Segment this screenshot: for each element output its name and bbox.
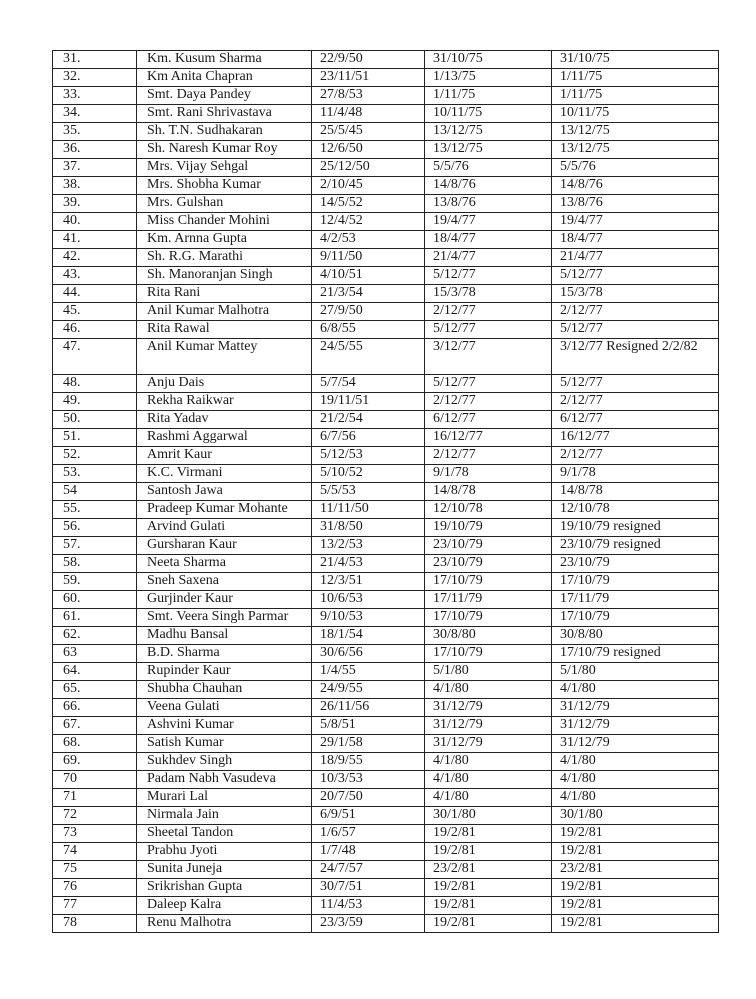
serial-number-cell: 32. [53, 69, 137, 87]
serial-number-cell: 70 [53, 771, 137, 789]
date-remarks-cell: 30/8/80 [552, 627, 719, 645]
table-row [53, 141, 719, 159]
employee-name-cell: Prabhu Jyoti [137, 843, 312, 861]
date-of-joining-cell: 21/4/77 [425, 249, 552, 267]
serial-number-cell: 33. [53, 87, 137, 105]
date-of-birth-cell: 24/7/57 [312, 861, 425, 879]
serial-number-cell: 37. [53, 159, 137, 177]
date-remarks-cell: 31/10/75 [552, 51, 719, 69]
employee-name-cell: Anil Kumar Malhotra [137, 303, 312, 321]
date-remarks-cell: 5/12/77 [552, 375, 719, 393]
employee-name-cell: Km. Arnna Gupta [137, 231, 312, 249]
table-row [53, 699, 719, 717]
date-of-joining-cell: 2/12/77 [425, 303, 552, 321]
date-remarks-cell: 1/11/75 [552, 69, 719, 87]
employee-name-cell: Gursharan Kaur [137, 537, 312, 555]
date-remarks-cell: 17/10/79 resigned [552, 645, 719, 663]
date-of-joining-cell: 19/4/77 [425, 213, 552, 231]
date-remarks-cell: 13/12/75 [552, 141, 719, 159]
date-of-joining-cell: 19/10/79 [425, 519, 552, 537]
date-of-birth-cell: 11/11/50 [312, 501, 425, 519]
date-of-joining-cell: 4/1/80 [425, 753, 552, 771]
employee-name-cell: Padam Nabh Vasudeva [137, 771, 312, 789]
date-remarks-cell: 4/1/80 [552, 789, 719, 807]
date-of-birth-cell: 10/6/53 [312, 591, 425, 609]
serial-number-cell: 78 [53, 915, 137, 933]
date-of-birth-cell: 12/3/51 [312, 573, 425, 591]
table-row [53, 825, 719, 843]
date-of-joining-cell: 18/4/77 [425, 231, 552, 249]
date-remarks-cell: 5/12/77 [552, 321, 719, 339]
date-of-joining-cell: 5/1/80 [425, 663, 552, 681]
table-row [53, 915, 719, 933]
serial-number-cell: 38. [53, 177, 137, 195]
date-of-joining-cell: 6/12/77 [425, 411, 552, 429]
date-of-birth-cell: 1/6/57 [312, 825, 425, 843]
employee-name-cell: Nirmala Jain [137, 807, 312, 825]
serial-number-cell: 47. [53, 339, 137, 375]
date-remarks-cell: 19/2/81 [552, 843, 719, 861]
table-row [53, 213, 719, 231]
date-of-birth-cell: 27/8/53 [312, 87, 425, 105]
date-of-birth-cell: 5/10/52 [312, 465, 425, 483]
date-of-birth-cell: 14/5/52 [312, 195, 425, 213]
date-of-birth-cell: 27/9/50 [312, 303, 425, 321]
serial-number-cell: 49. [53, 393, 137, 411]
date-of-birth-cell: 24/9/55 [312, 681, 425, 699]
table-row [53, 105, 719, 123]
date-of-birth-cell: 9/10/53 [312, 609, 425, 627]
employee-name-cell: Srikrishan Gupta [137, 879, 312, 897]
table-row [53, 501, 719, 519]
date-of-birth-cell: 25/5/45 [312, 123, 425, 141]
date-of-birth-cell: 5/7/54 [312, 375, 425, 393]
date-remarks-cell: 4/1/80 [552, 681, 719, 699]
employee-name-cell: Sh. T.N. Sudhakaran [137, 123, 312, 141]
date-remarks-cell: 19/10/79 resigned [552, 519, 719, 537]
date-of-birth-cell: 10/3/53 [312, 771, 425, 789]
table-row [53, 573, 719, 591]
employee-name-cell: Anju Dais [137, 375, 312, 393]
serial-number-cell: 50. [53, 411, 137, 429]
employee-name-cell: Rita Rawal [137, 321, 312, 339]
date-remarks-cell: 31/12/79 [552, 699, 719, 717]
date-remarks-cell: 9/1/78 [552, 465, 719, 483]
date-of-birth-cell: 5/8/51 [312, 717, 425, 735]
date-of-birth-cell: 21/2/54 [312, 411, 425, 429]
date-of-joining-cell: 15/3/78 [425, 285, 552, 303]
table-row [53, 537, 719, 555]
date-of-birth-cell: 4/10/51 [312, 267, 425, 285]
date-remarks-cell: 4/1/80 [552, 753, 719, 771]
serial-number-cell: 41. [53, 231, 137, 249]
date-of-joining-cell: 10/11/75 [425, 105, 552, 123]
date-of-joining-cell: 5/12/77 [425, 267, 552, 285]
date-of-birth-cell: 6/8/55 [312, 321, 425, 339]
serial-number-cell: 45. [53, 303, 137, 321]
date-of-birth-cell: 20/7/50 [312, 789, 425, 807]
table-row [53, 555, 719, 573]
serial-number-cell: 56. [53, 519, 137, 537]
date-of-birth-cell: 26/11/56 [312, 699, 425, 717]
date-of-joining-cell: 2/12/77 [425, 393, 552, 411]
employee-name-cell: Veena Gulati [137, 699, 312, 717]
date-of-birth-cell: 19/11/51 [312, 393, 425, 411]
date-of-birth-cell: 6/9/51 [312, 807, 425, 825]
table-row [53, 645, 719, 663]
date-remarks-cell: 3/12/77 Resigned 2/2/82 [552, 339, 719, 375]
date-of-joining-cell: 17/11/79 [425, 591, 552, 609]
employee-name-cell: Renu Malhotra [137, 915, 312, 933]
serial-number-cell: 65. [53, 681, 137, 699]
serial-number-cell: 75 [53, 861, 137, 879]
date-of-joining-cell: 4/1/80 [425, 681, 552, 699]
employee-name-cell: Smt. Veera Singh Parmar [137, 609, 312, 627]
table-row [53, 717, 719, 735]
table-row [53, 465, 719, 483]
employee-name-cell: Km. Kusum Sharma [137, 51, 312, 69]
date-of-birth-cell: 21/3/54 [312, 285, 425, 303]
date-of-joining-cell: 31/10/75 [425, 51, 552, 69]
date-remarks-cell: 5/12/77 [552, 267, 719, 285]
date-remarks-cell: 19/2/81 [552, 879, 719, 897]
employee-name-cell: Mrs. Shobha Kumar [137, 177, 312, 195]
date-remarks-cell: 23/10/79 resigned [552, 537, 719, 555]
employee-name-cell: Rita Rani [137, 285, 312, 303]
date-of-joining-cell: 31/12/79 [425, 717, 552, 735]
date-of-joining-cell: 23/10/79 [425, 555, 552, 573]
date-of-birth-cell: 12/4/52 [312, 213, 425, 231]
table-row [53, 681, 719, 699]
date-remarks-cell: 19/2/81 [552, 825, 719, 843]
date-remarks-cell: 10/11/75 [552, 105, 719, 123]
serial-number-cell: 62. [53, 627, 137, 645]
table-row [53, 609, 719, 627]
date-of-birth-cell: 22/9/50 [312, 51, 425, 69]
table-row [53, 411, 719, 429]
date-remarks-cell: 19/2/81 [552, 897, 719, 915]
staff-table-body [53, 51, 719, 933]
date-remarks-cell: 13/12/75 [552, 123, 719, 141]
serial-number-cell: 44. [53, 285, 137, 303]
employee-name-cell: Miss Chander Mohini [137, 213, 312, 231]
date-of-birth-cell: 4/2/53 [312, 231, 425, 249]
date-remarks-cell: 13/8/76 [552, 195, 719, 213]
date-remarks-cell: 31/12/79 [552, 717, 719, 735]
date-remarks-cell: 1/11/75 [552, 87, 719, 105]
date-remarks-cell: 5/1/80 [552, 663, 719, 681]
serial-number-cell: 54 [53, 483, 137, 501]
date-of-joining-cell: 1/11/75 [425, 87, 552, 105]
table-row [53, 231, 719, 249]
date-of-birth-cell: 9/11/50 [312, 249, 425, 267]
employee-name-cell: Amrit Kaur [137, 447, 312, 465]
table-row [53, 249, 719, 267]
date-remarks-cell: 16/12/77 [552, 429, 719, 447]
date-remarks-cell: 30/1/80 [552, 807, 719, 825]
date-of-birth-cell: 31/8/50 [312, 519, 425, 537]
date-of-joining-cell: 17/10/79 [425, 645, 552, 663]
date-remarks-cell: 23/10/79 [552, 555, 719, 573]
date-of-joining-cell: 17/10/79 [425, 573, 552, 591]
date-remarks-cell: 19/2/81 [552, 915, 719, 933]
table-row [53, 303, 719, 321]
serial-number-cell: 73 [53, 825, 137, 843]
employee-name-cell: Sh. Manoranjan Singh [137, 267, 312, 285]
serial-number-cell: 71 [53, 789, 137, 807]
date-of-birth-cell: 13/2/53 [312, 537, 425, 555]
table-row [53, 771, 719, 789]
date-of-joining-cell: 19/2/81 [425, 915, 552, 933]
serial-number-cell: 76 [53, 879, 137, 897]
serial-number-cell: 31. [53, 51, 137, 69]
serial-number-cell: 67. [53, 717, 137, 735]
date-remarks-cell: 14/8/76 [552, 177, 719, 195]
date-remarks-cell: 19/4/77 [552, 213, 719, 231]
serial-number-cell: 72 [53, 807, 137, 825]
date-of-birth-cell: 18/9/55 [312, 753, 425, 771]
table-row [53, 843, 719, 861]
date-of-birth-cell: 23/3/59 [312, 915, 425, 933]
serial-number-cell: 42. [53, 249, 137, 267]
table-row [53, 375, 719, 393]
table-row [53, 591, 719, 609]
date-remarks-cell: 15/3/78 [552, 285, 719, 303]
employee-name-cell: Sh. Naresh Kumar Roy [137, 141, 312, 159]
serial-number-cell: 77 [53, 897, 137, 915]
date-remarks-cell: 14/8/78 [552, 483, 719, 501]
date-of-birth-cell: 1/4/55 [312, 663, 425, 681]
employee-name-cell: Satish Kumar [137, 735, 312, 753]
employee-name-cell: Ashvini Kumar [137, 717, 312, 735]
table-row [53, 447, 719, 465]
serial-number-cell: 36. [53, 141, 137, 159]
employee-name-cell: Shubha Chauhan [137, 681, 312, 699]
date-remarks-cell: 5/5/76 [552, 159, 719, 177]
date-of-birth-cell: 5/5/53 [312, 483, 425, 501]
date-of-joining-cell: 3/12/77 [425, 339, 552, 375]
date-of-birth-cell: 21/4/53 [312, 555, 425, 573]
table-row [53, 663, 719, 681]
serial-number-cell: 53. [53, 465, 137, 483]
table-row [53, 879, 719, 897]
table-row [53, 807, 719, 825]
date-of-joining-cell: 5/12/77 [425, 375, 552, 393]
serial-number-cell: 55. [53, 501, 137, 519]
employee-name-cell: Rekha Raikwar [137, 393, 312, 411]
table-row [53, 483, 719, 501]
date-of-joining-cell: 23/2/81 [425, 861, 552, 879]
date-of-joining-cell: 30/1/80 [425, 807, 552, 825]
table-row [53, 897, 719, 915]
date-of-joining-cell: 14/8/76 [425, 177, 552, 195]
date-of-joining-cell: 13/8/76 [425, 195, 552, 213]
employee-name-cell: Anil Kumar Mattey [137, 339, 312, 375]
table-row [53, 51, 719, 69]
date-of-joining-cell: 5/12/77 [425, 321, 552, 339]
date-remarks-cell: 31/12/79 [552, 735, 719, 753]
serial-number-cell: 64. [53, 663, 137, 681]
employee-name-cell: Mrs. Gulshan [137, 195, 312, 213]
serial-number-cell: 35. [53, 123, 137, 141]
employee-name-cell: Pradeep Kumar Mohante [137, 501, 312, 519]
date-of-joining-cell: 12/10/78 [425, 501, 552, 519]
serial-number-cell: 43. [53, 267, 137, 285]
table-row [53, 87, 719, 105]
date-remarks-cell: 2/12/77 [552, 447, 719, 465]
date-of-birth-cell: 23/11/51 [312, 69, 425, 87]
table-row [53, 861, 719, 879]
date-of-birth-cell: 1/7/48 [312, 843, 425, 861]
table-row [53, 159, 719, 177]
date-remarks-cell: 21/4/77 [552, 249, 719, 267]
date-of-joining-cell: 31/12/79 [425, 699, 552, 717]
date-of-joining-cell: 2/12/77 [425, 447, 552, 465]
employee-name-cell: Murari Lal [137, 789, 312, 807]
date-remarks-cell: 6/12/77 [552, 411, 719, 429]
serial-number-cell: 68. [53, 735, 137, 753]
serial-number-cell: 39. [53, 195, 137, 213]
date-of-joining-cell: 13/12/75 [425, 123, 552, 141]
date-remarks-cell: 2/12/77 [552, 303, 719, 321]
employee-name-cell: Arvind Gulati [137, 519, 312, 537]
date-of-joining-cell: 19/2/81 [425, 825, 552, 843]
date-of-birth-cell: 2/10/45 [312, 177, 425, 195]
date-of-joining-cell: 19/2/81 [425, 879, 552, 897]
date-of-birth-cell: 24/5/55 [312, 339, 425, 375]
employee-name-cell: Madhu Bansal [137, 627, 312, 645]
table-row [53, 753, 719, 771]
serial-number-cell: 57. [53, 537, 137, 555]
employee-name-cell: Sukhdev Singh [137, 753, 312, 771]
date-of-joining-cell: 1/13/75 [425, 69, 552, 87]
table-row [53, 429, 719, 447]
serial-number-cell: 40. [53, 213, 137, 231]
serial-number-cell: 52. [53, 447, 137, 465]
employee-name-cell: Mrs. Vijay Sehgal [137, 159, 312, 177]
date-of-joining-cell: 4/1/80 [425, 789, 552, 807]
date-of-joining-cell: 14/8/78 [425, 483, 552, 501]
date-of-birth-cell: 18/1/54 [312, 627, 425, 645]
serial-number-cell: 63 [53, 645, 137, 663]
date-remarks-cell: 18/4/77 [552, 231, 719, 249]
serial-number-cell: 34. [53, 105, 137, 123]
employee-name-cell: Gurjinder Kaur [137, 591, 312, 609]
table-row [53, 393, 719, 411]
date-remarks-cell: 12/10/78 [552, 501, 719, 519]
table-row [53, 735, 719, 753]
date-remarks-cell: 4/1/80 [552, 771, 719, 789]
serial-number-cell: 69. [53, 753, 137, 771]
date-of-joining-cell: 13/12/75 [425, 141, 552, 159]
date-of-birth-cell: 25/12/50 [312, 159, 425, 177]
date-remarks-cell: 2/12/77 [552, 393, 719, 411]
table-row [53, 789, 719, 807]
employee-name-cell: Rashmi Aggarwal [137, 429, 312, 447]
date-remarks-cell: 23/2/81 [552, 861, 719, 879]
serial-number-cell: 66. [53, 699, 137, 717]
table-row [53, 123, 719, 141]
date-of-joining-cell: 19/2/81 [425, 897, 552, 915]
serial-number-cell: 61. [53, 609, 137, 627]
date-of-joining-cell: 4/1/80 [425, 771, 552, 789]
date-of-birth-cell: 11/4/48 [312, 105, 425, 123]
date-of-birth-cell: 12/6/50 [312, 141, 425, 159]
table-row [53, 627, 719, 645]
date-remarks-cell: 17/10/79 [552, 573, 719, 591]
serial-number-cell: 51. [53, 429, 137, 447]
table-row [53, 267, 719, 285]
employee-name-cell: Sunita Juneja [137, 861, 312, 879]
employee-name-cell: Sneh Saxena [137, 573, 312, 591]
date-of-birth-cell: 11/4/53 [312, 897, 425, 915]
serial-number-cell: 46. [53, 321, 137, 339]
date-remarks-cell: 17/11/79 [552, 591, 719, 609]
date-of-joining-cell: 31/12/79 [425, 735, 552, 753]
employee-name-cell: K.C. Virmani [137, 465, 312, 483]
staff-table [52, 50, 719, 933]
table-row [53, 195, 719, 213]
date-of-joining-cell: 30/8/80 [425, 627, 552, 645]
employee-name-cell: Rita Yadav [137, 411, 312, 429]
table-row [53, 519, 719, 537]
table-row [53, 321, 719, 339]
serial-number-cell: 48. [53, 375, 137, 393]
table-row [53, 177, 719, 195]
employee-name-cell: B.D. Sharma [137, 645, 312, 663]
serial-number-cell: 59. [53, 573, 137, 591]
date-of-birth-cell: 5/12/53 [312, 447, 425, 465]
serial-number-cell: 60. [53, 591, 137, 609]
serial-number-cell: 74 [53, 843, 137, 861]
date-of-birth-cell: 29/1/58 [312, 735, 425, 753]
date-of-birth-cell: 6/7/56 [312, 429, 425, 447]
date-of-joining-cell: 17/10/79 [425, 609, 552, 627]
employee-name-cell: Km Anita Chapran [137, 69, 312, 87]
employee-name-cell: Smt. Daya Pandey [137, 87, 312, 105]
date-of-joining-cell: 5/5/76 [425, 159, 552, 177]
serial-number-cell: 58. [53, 555, 137, 573]
table-row [53, 69, 719, 87]
employee-name-cell: Daleep Kalra [137, 897, 312, 915]
employee-name-cell: Santosh Jawa [137, 483, 312, 501]
employee-name-cell: Smt. Rani Shrivastava [137, 105, 312, 123]
date-of-birth-cell: 30/7/51 [312, 879, 425, 897]
date-of-joining-cell: 16/12/77 [425, 429, 552, 447]
table-row [53, 339, 719, 375]
date-of-joining-cell: 19/2/81 [425, 843, 552, 861]
date-of-birth-cell: 30/6/56 [312, 645, 425, 663]
table-row [53, 285, 719, 303]
employee-name-cell: Sheetal Tandon [137, 825, 312, 843]
date-remarks-cell: 17/10/79 [552, 609, 719, 627]
employee-name-cell: Rupinder Kaur [137, 663, 312, 681]
employee-name-cell: Sh. R.G. Marathi [137, 249, 312, 267]
employee-name-cell: Neeta Sharma [137, 555, 312, 573]
date-of-joining-cell: 23/10/79 [425, 537, 552, 555]
date-of-joining-cell: 9/1/78 [425, 465, 552, 483]
